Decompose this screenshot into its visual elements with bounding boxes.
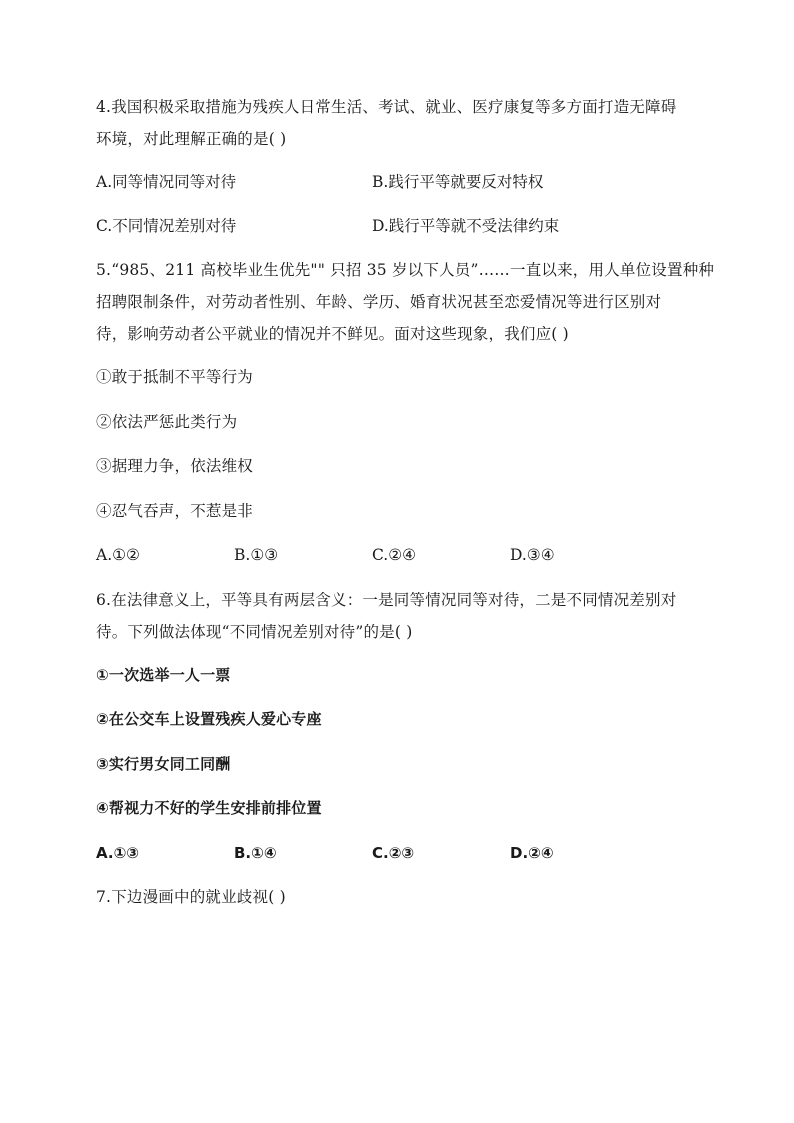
q4-stem-line1: 4.我国积极采取措施为残疾人日常生活、考试、就业、医疗康复等多方面打造无障碍 (96, 98, 677, 116)
q6-statement-2: ②在公交车上设置残疾人爱心专座 (96, 710, 322, 728)
q4-option-d[interactable]: D.践行平等就不受法律约束 (372, 217, 560, 235)
q6-option-b[interactable]: B.①④ (234, 844, 277, 862)
q6-option-d[interactable]: D.②④ (510, 844, 554, 862)
q6-option-c[interactable]: C.②③ (372, 844, 415, 862)
q6-statement-4: ④帮视力不好的学生安排前排位置 (96, 799, 322, 817)
q6-option-a[interactable]: A.①③ (96, 844, 139, 862)
q5-stem-line2: 招聘限制条件，对劳动者性别、年龄、学历、婚育状况甚至恋爱情况等进行区别对 (96, 293, 662, 311)
q5-stem-line3: 待，影响劳动者公平就业的情况并不鲜见。面对这些现象，我们应( ) (96, 325, 569, 343)
q5-option-b[interactable]: B.①③ (234, 546, 279, 564)
q6-stem-line2: 待。下列做法体现“不同情况差别对待”的是( ) (96, 623, 413, 641)
q4-stem-line2: 环境，对此理解正确的是( ) (96, 130, 287, 148)
q6-stem-line1: 6.在法律意义上，平等具有两层含义：一是同等情况同等对待，二是不同情况差别对 (96, 591, 677, 609)
q4-option-b[interactable]: B.践行平等就要反对特权 (372, 173, 544, 191)
q5-statement-2: ②依法严惩此类行为 (96, 413, 238, 431)
q6-statement-3: ③实行男女同工同酬 (96, 755, 231, 773)
q4-option-c[interactable]: C.不同情况差别对待 (96, 217, 237, 235)
q5-option-d[interactable]: D.③④ (510, 546, 555, 564)
q7-stem-line1: 7.下边漫画中的就业歧视( ) (96, 888, 286, 906)
q5-stem-line1: 5.“985、211 高校毕业生优先"" 只招 35 岁以下人员”……一直以来，用人单位设置种种 (96, 261, 715, 279)
q5-option-a[interactable]: A.①② (96, 546, 140, 564)
q4-option-a[interactable]: A.同等情况同等对待 (96, 173, 237, 191)
q5-statement-1: ①敢于抵制不平等行为 (96, 368, 254, 386)
q5-option-c[interactable]: C.②④ (372, 546, 417, 564)
q5-statement-4: ④忍气吞声，不惹是非 (96, 502, 254, 520)
q5-statement-3: ③据理力争，依法维权 (96, 457, 254, 475)
q6-statement-1: ①一次选举一人一票 (96, 666, 231, 684)
